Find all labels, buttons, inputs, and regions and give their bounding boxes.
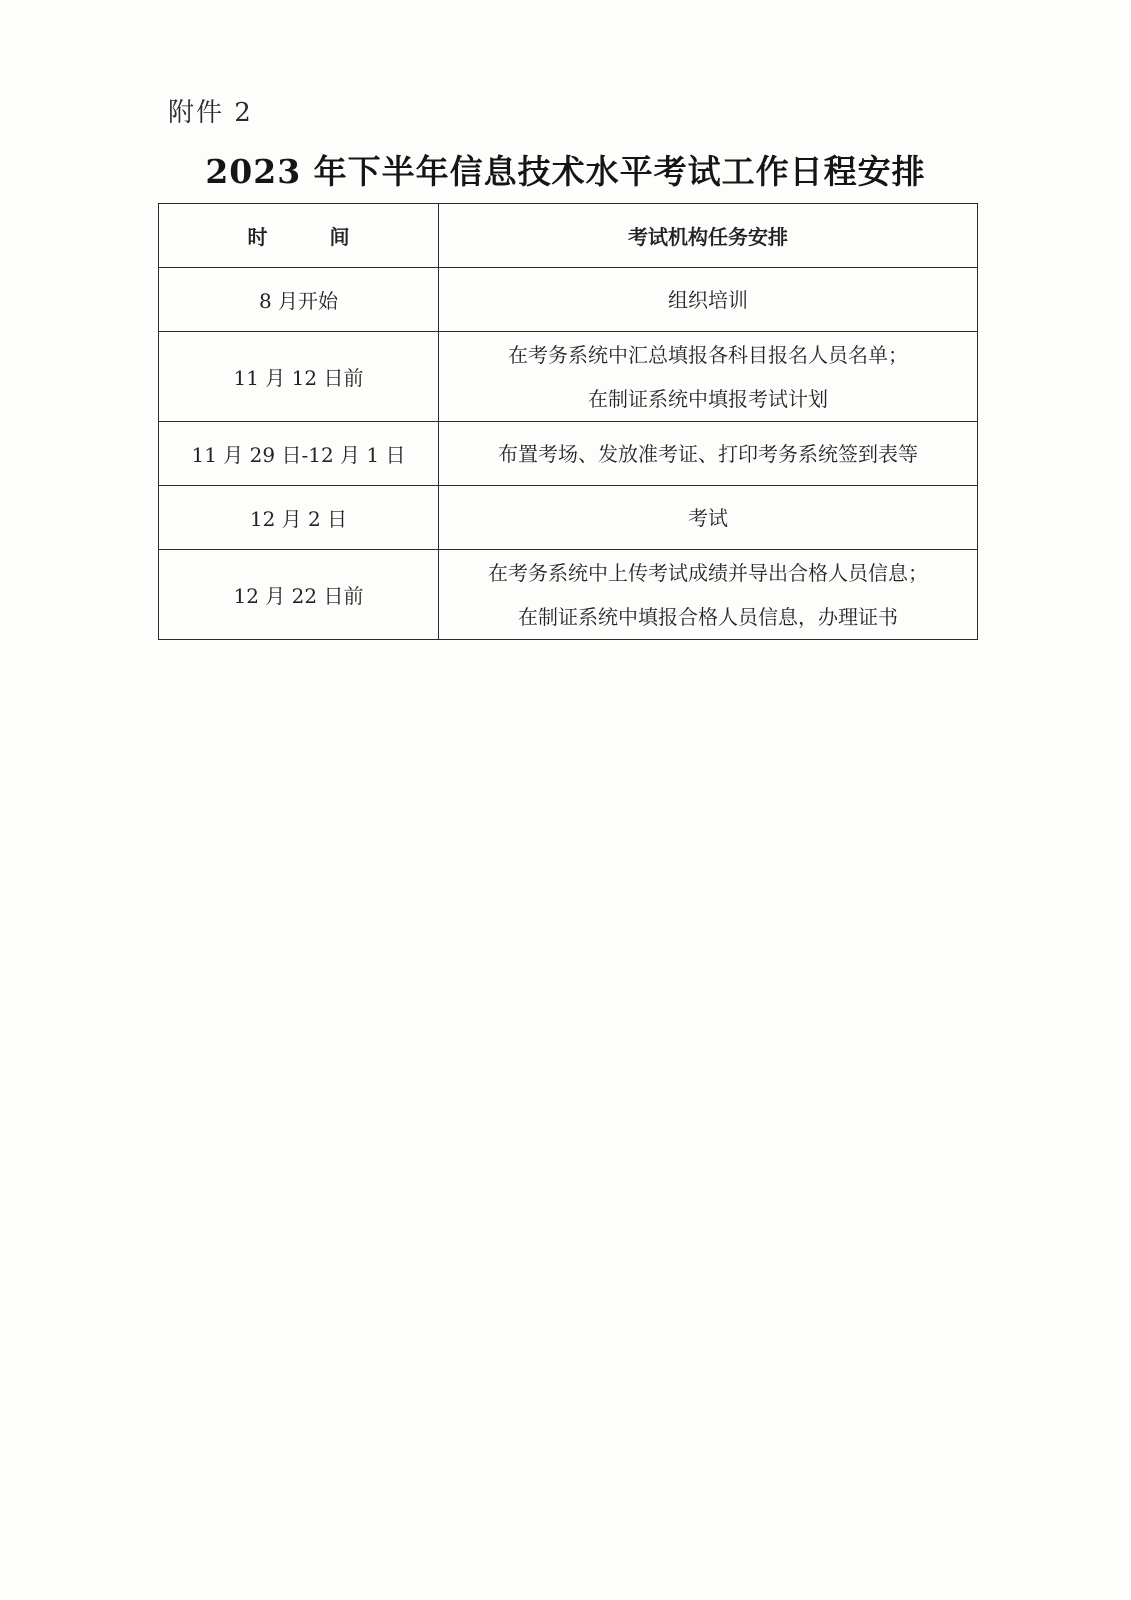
table-header-row [159,204,978,268]
cell-task [439,422,978,486]
task-line: 考试 [688,505,728,530]
header-task: 考试机构任务安排 [439,204,978,268]
schedule-table [158,203,978,640]
cell-time: 8 月开始 [159,268,439,332]
task-line: 布置考场、发放准考证、打印考务系统签到表等 [498,441,918,466]
task-line: 组织培训 [668,287,748,312]
cell-time: 12 月 2 日 [159,486,439,550]
table-row [159,268,978,332]
cell-time: 12 月 22 日前 [159,550,439,640]
cell-task [439,486,978,550]
cell-time: 11 月 29 日-12 月 1 日 [159,422,439,486]
task-line: 在制证系统中填报考试计划 [588,386,828,411]
attachment-label: 附件 2 [168,98,253,128]
task-line: 在制证系统中填报合格人员信息，办理证书 [518,604,898,629]
table-row [159,486,978,550]
cell-task [439,550,978,640]
header-time-label: 时间 [247,225,412,249]
table-row [159,550,978,640]
task-line: 在考务系统中汇总填报各科目报名人员名单； [508,342,908,367]
table-row [159,332,978,422]
table-row [159,422,978,486]
page-title: 2023 年下半年信息技术水平考试工作日程安排 [205,152,926,191]
task-line: 在考务系统中上传考试成绩并导出合格人员信息； [488,560,928,585]
header-time [159,204,439,268]
cell-time: 11 月 12 日前 [159,332,439,422]
cell-task [439,268,978,332]
cell-task [439,332,978,422]
